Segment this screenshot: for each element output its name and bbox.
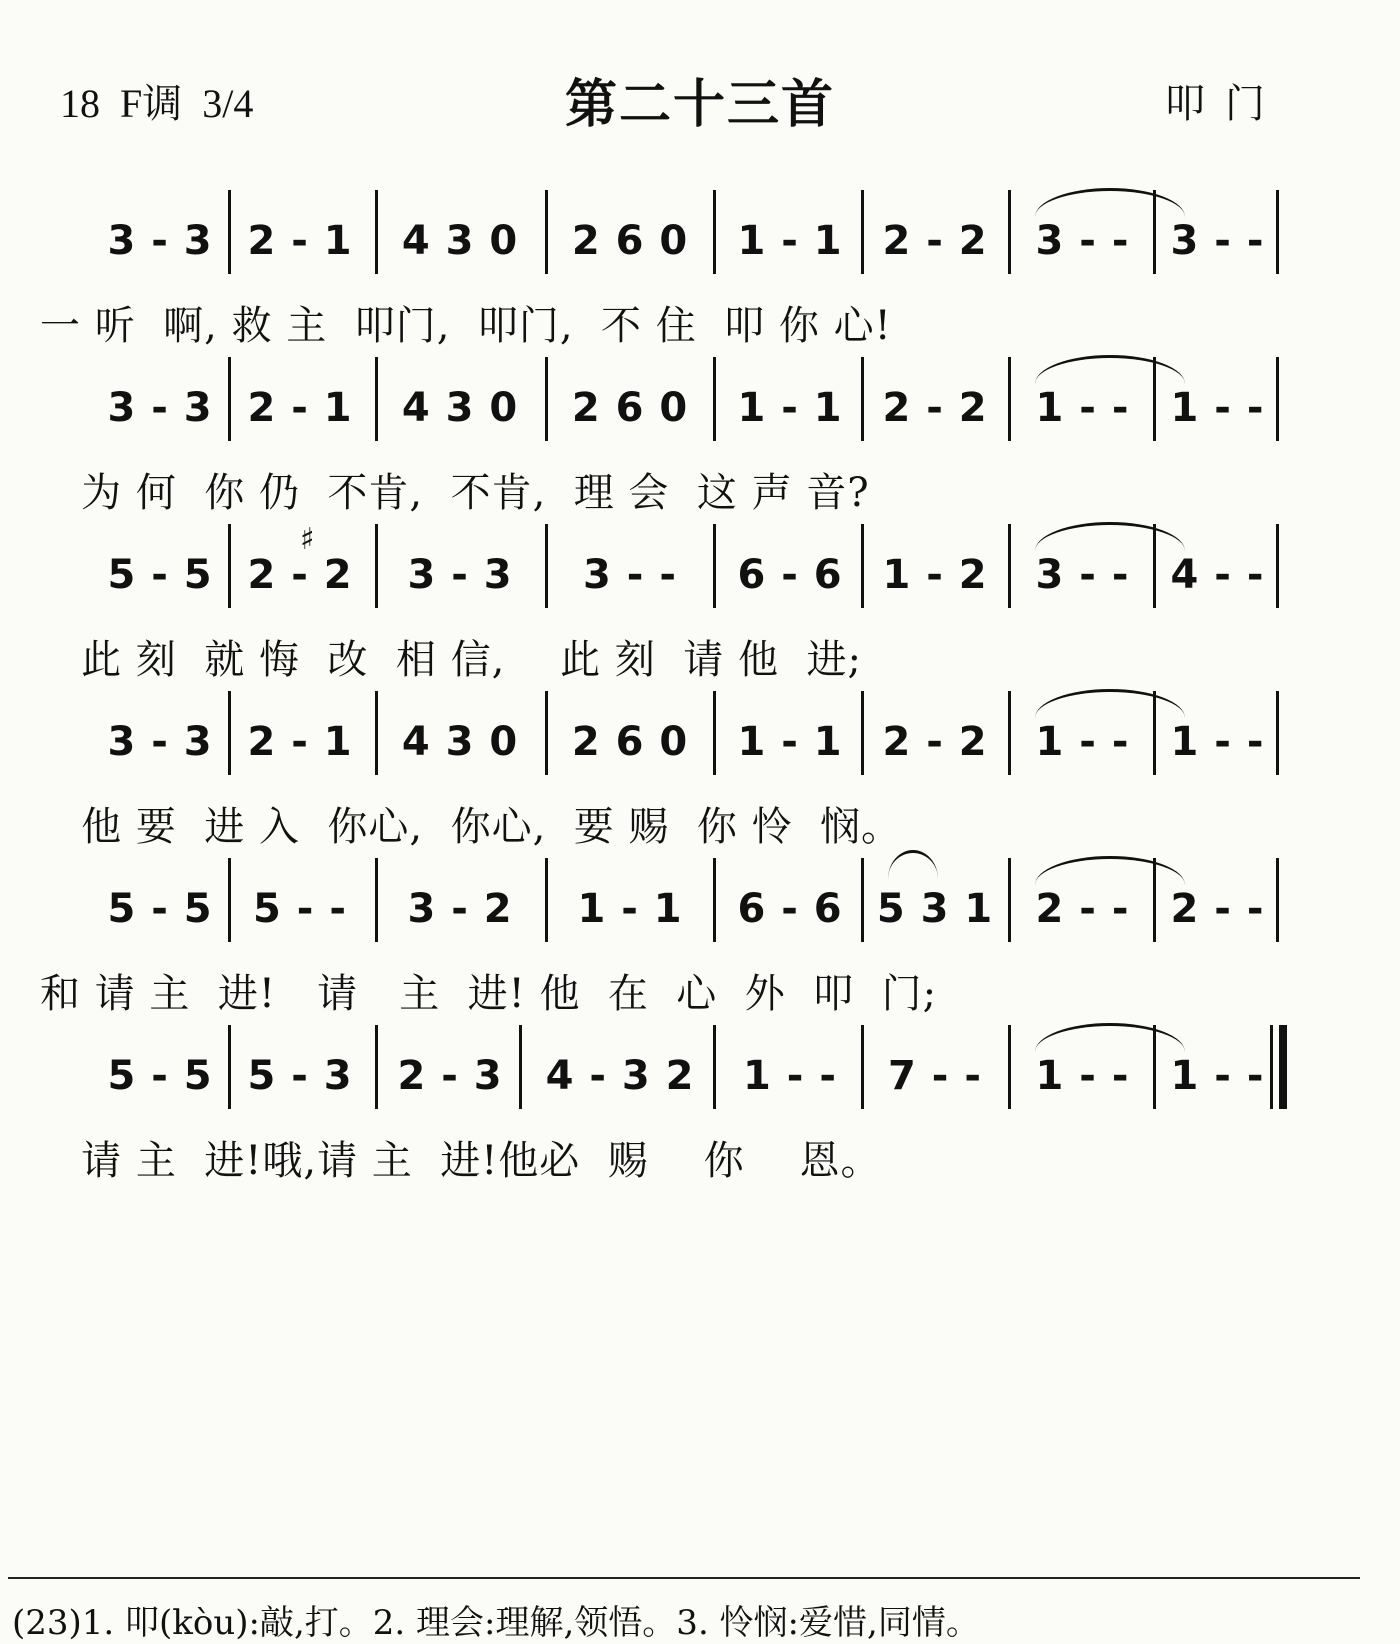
barline	[1008, 357, 1011, 441]
barline	[375, 357, 378, 441]
barline	[1276, 357, 1279, 441]
measure: 1 - 2	[882, 552, 988, 598]
barline	[861, 691, 864, 775]
measure: 2 6 0	[571, 218, 689, 264]
barline	[375, 524, 378, 608]
measure: 6 - 6	[737, 552, 843, 598]
measure: 6 - 6	[737, 886, 843, 932]
measure: 2 - 3	[397, 1053, 503, 1099]
barline	[228, 190, 231, 274]
measure: 1 - -	[1035, 385, 1130, 431]
barline	[519, 1025, 522, 1109]
barline	[861, 190, 864, 274]
measure: 1 - -	[743, 1053, 837, 1099]
staff-5	[0, 858, 1400, 1018]
measure: 2 - 1	[247, 218, 353, 264]
number-key-time: 18 F调 3/4	[60, 81, 254, 126]
barline	[375, 190, 378, 274]
measure: 4 - 3 2	[545, 1053, 695, 1099]
barline	[1276, 190, 1279, 274]
barline	[1008, 858, 1011, 942]
barline	[375, 1025, 378, 1109]
tie-slur	[1035, 522, 1185, 551]
barline	[545, 858, 548, 942]
barline	[375, 691, 378, 775]
measure: 3 - 3	[107, 218, 213, 264]
measure: 5 - 5	[107, 552, 213, 598]
staff-4	[0, 691, 1400, 851]
barline	[1008, 190, 1011, 274]
measure: 5 - 3	[247, 1053, 353, 1099]
sharp-icon: ♯	[300, 522, 315, 557]
barline	[1008, 524, 1011, 608]
tie-slur	[1035, 856, 1185, 885]
measure: 3 - 3	[107, 385, 213, 431]
barline	[713, 524, 716, 608]
measure: 2 6 0	[571, 385, 689, 431]
measure: 5 3 1	[876, 886, 994, 932]
barline	[861, 357, 864, 441]
measure: 3 - -	[1035, 218, 1130, 264]
barline	[861, 524, 864, 608]
measure: 1 - -	[1170, 719, 1265, 765]
barline	[228, 858, 231, 942]
measure: 2 - 1	[247, 385, 353, 431]
measure: 3 - 2	[407, 886, 513, 932]
barline	[1153, 357, 1156, 441]
barline	[861, 1025, 864, 1109]
final-barline-thin	[1270, 1025, 1273, 1109]
barline	[713, 858, 716, 942]
footnote: (23)1. 叩(kòu):敲,打。2. 理会:理解,领悟。3. 怜悯:爱惜,同情。	[12, 1603, 980, 1643]
barline	[1153, 1025, 1156, 1109]
measure: 2 - 2	[247, 552, 353, 598]
barline	[545, 691, 548, 775]
measure: 2 - -	[1170, 886, 1265, 932]
barline	[713, 357, 716, 441]
lyrics-line: 一 听 啊, 救 主 叩门, 叩门, 不 住 叩 你 心!	[40, 303, 892, 349]
tie-slur	[1035, 689, 1185, 718]
measure: 2 - 2	[882, 218, 988, 264]
footnote-rule	[8, 1577, 1360, 1579]
measure: 7 - -	[888, 1053, 982, 1099]
tie-slur	[1035, 1023, 1185, 1052]
tie-slur	[1035, 188, 1185, 217]
barline	[228, 357, 231, 441]
measure: 3 - -	[583, 552, 677, 598]
measure: 3 - -	[1035, 552, 1130, 598]
measure: 2 - 1	[247, 719, 353, 765]
measure: 4 3 0	[401, 385, 519, 431]
barline	[1153, 858, 1156, 942]
tie-slur	[888, 850, 938, 879]
measure: 3 - 3	[107, 719, 213, 765]
barline	[228, 691, 231, 775]
lyrics-line: 请 主 进!哦,请 主 进!他必 赐 你 恩。	[40, 1138, 882, 1184]
measure: 1 - -	[1170, 385, 1265, 431]
measure: 2 - 2	[882, 719, 988, 765]
barline	[1008, 1025, 1011, 1109]
barline	[228, 1025, 231, 1109]
barline	[1276, 858, 1279, 942]
measure: 1 - -	[1170, 1053, 1265, 1099]
measure: 1 - -	[1035, 1053, 1130, 1099]
lyrics-line: 他 要 进 入 你心, 你心, 要 赐 你 怜 悯。	[40, 804, 903, 850]
barline	[713, 691, 716, 775]
measure: 4 3 0	[401, 719, 519, 765]
measure: 2 6 0	[571, 719, 689, 765]
staff-1	[0, 190, 1400, 350]
tie-slur	[1035, 355, 1185, 384]
measure: 5 - 5	[107, 886, 213, 932]
measure: 1 - 1	[737, 218, 843, 264]
barline	[1276, 691, 1279, 775]
measure: 5 - 5	[107, 1053, 213, 1099]
barline	[545, 190, 548, 274]
measure: 4 - -	[1170, 552, 1265, 598]
lyrics-line: 和 请 主 进! 请 主 进! 他 在 心 外 叩 门;	[40, 971, 938, 1017]
measure: 1 - 1	[737, 385, 843, 431]
barline	[1153, 524, 1156, 608]
final-barline-thick	[1279, 1025, 1287, 1109]
barline	[713, 190, 716, 274]
barline	[545, 357, 548, 441]
measure: 1 - 1	[577, 886, 683, 932]
song-title: 叩门	[1165, 81, 1285, 127]
barline	[713, 1025, 716, 1109]
staff-3	[0, 524, 1400, 684]
measure: 4 3 0	[401, 218, 519, 264]
measure: 1 - 1	[737, 719, 843, 765]
page-title: 第二十三首	[564, 75, 835, 135]
barline	[1153, 691, 1156, 775]
staff-6	[0, 1025, 1400, 1185]
barline	[375, 858, 378, 942]
barline	[545, 524, 548, 608]
lyrics-line: 为 何 你 仍 不肯, 不肯, 理 会 这 声 音?	[40, 470, 870, 516]
staff-2	[0, 357, 1400, 517]
measure: 2 - 2	[882, 385, 988, 431]
measure: 5 - -	[253, 886, 347, 932]
barline	[861, 858, 864, 942]
measure: 3 - -	[1170, 218, 1265, 264]
barline	[1276, 524, 1279, 608]
measure: 2 - -	[1035, 886, 1130, 932]
measure: 1 - -	[1035, 719, 1130, 765]
lyrics-line: 此 刻 就 悔 改 相 信, 此 刻 请 他 进;	[40, 637, 862, 683]
barline	[1153, 190, 1156, 274]
barline	[1008, 691, 1011, 775]
barline	[228, 524, 231, 608]
measure: 3 - 3	[407, 552, 513, 598]
